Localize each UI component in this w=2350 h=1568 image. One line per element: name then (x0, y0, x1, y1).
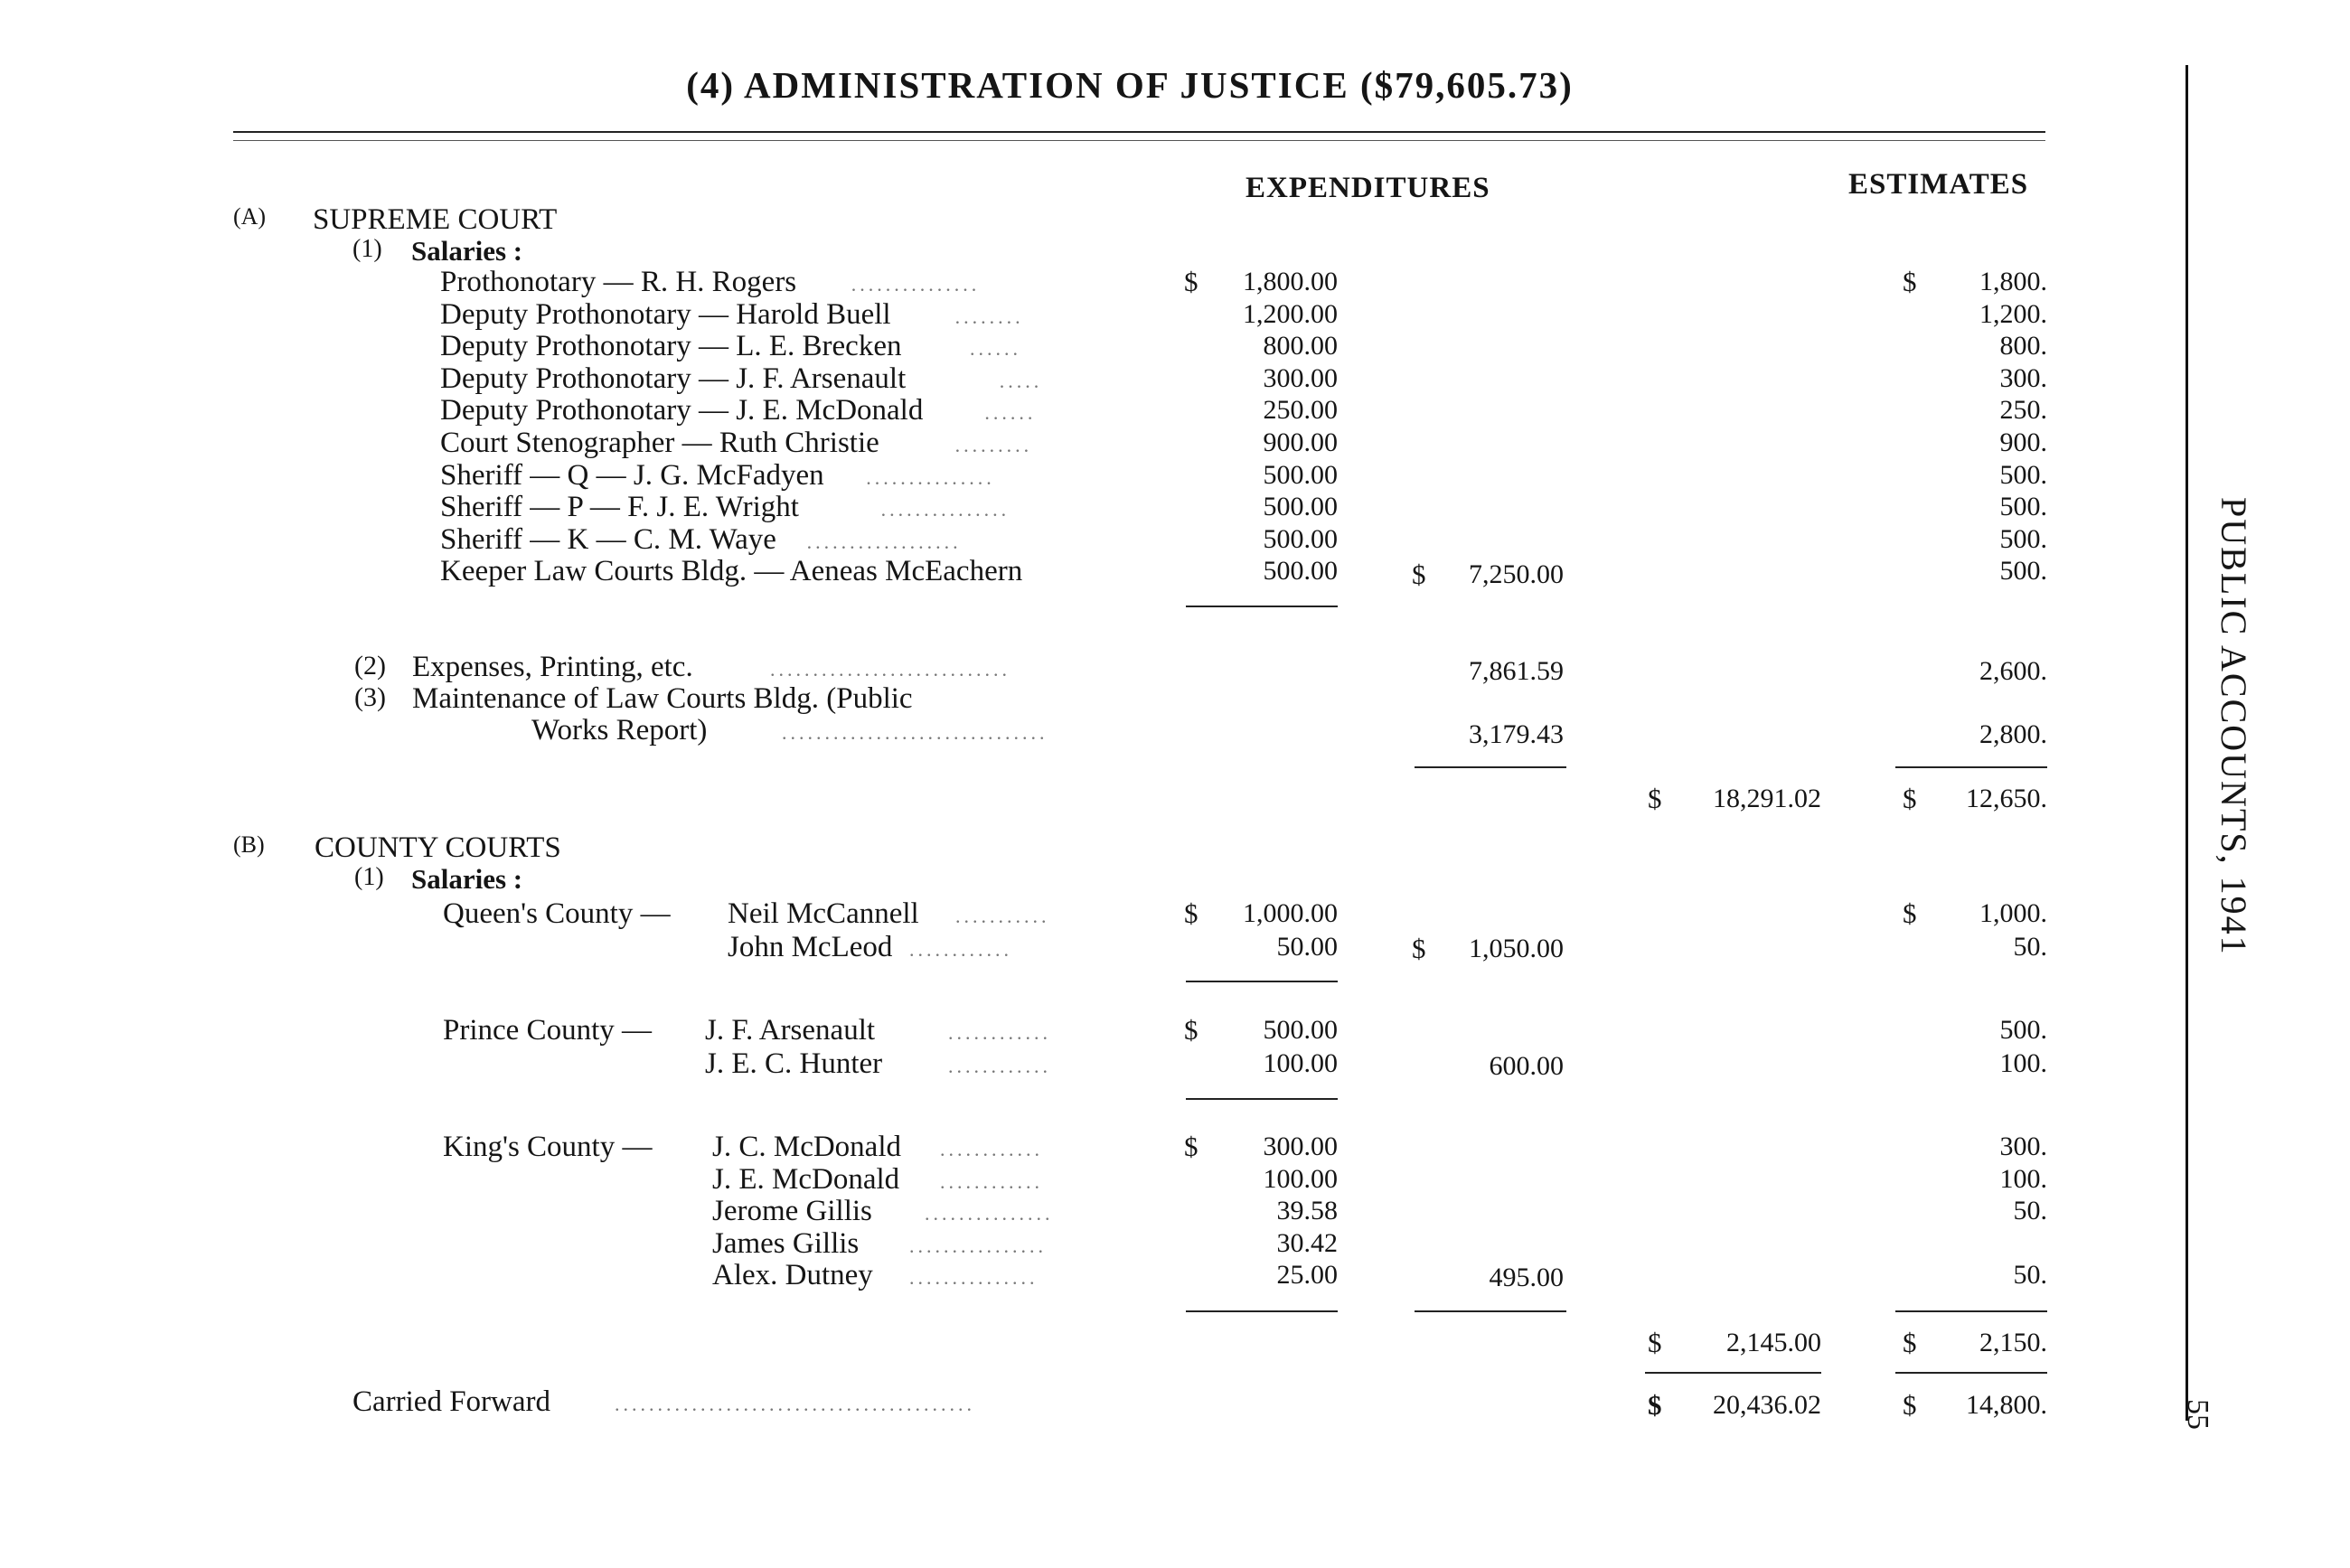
underline (1895, 1372, 2047, 1374)
queens-county-total: 1,050.00 (1469, 934, 1564, 963)
salary-row-amount: 500.00 (1263, 492, 1338, 521)
dollar-sign: $ (1184, 897, 1198, 929)
maintenance-estimate: 2,800. (1979, 719, 2047, 749)
salary-row-label: Keeper Law Courts Bldg. — Aeneas McEachern (440, 555, 1023, 587)
leader-dots: ......... (954, 434, 1033, 456)
kings-county-label: King's County — (443, 1131, 653, 1163)
county-row-name: James Gillis (712, 1227, 860, 1260)
leader-dots: .......................................... (615, 1393, 975, 1415)
county-row-name: Neil McCannell (728, 897, 919, 930)
side-running-title: PUBLIC ACCOUNTS, 1941 (2214, 497, 2254, 956)
section-b-salaries-num: (1) (354, 863, 384, 891)
underline (1415, 766, 1566, 768)
county-row-estimate: 100. (1999, 1164, 2047, 1194)
salary-row-estimate: 1,200. (1979, 299, 2047, 329)
leader-dots: ............ (940, 1138, 1043, 1160)
dollar-sign: $ (1903, 783, 1917, 814)
dollar-sign: $ (1184, 1131, 1198, 1162)
county-row-name: Alex. Dutney (712, 1259, 873, 1291)
salary-row-amount: 800.00 (1263, 331, 1338, 361)
supreme-salaries-total: 7,250.00 (1469, 559, 1564, 589)
leader-dots: ............ (909, 938, 1012, 961)
section-b-salaries-label: Salaries : (411, 863, 523, 895)
salary-row-amount: 500.00 (1263, 524, 1338, 554)
carried-forward-total: 20,436.02 (1713, 1390, 1821, 1420)
estimates-header: ESTIMATES (1848, 168, 2029, 201)
county-row-name: J. F. Arsenault (705, 1014, 876, 1047)
salary-row-estimate: 500. (1999, 460, 2047, 490)
county-row-amount: 100.00 (1263, 1048, 1338, 1078)
county-row-amount: 25.00 (1276, 1260, 1338, 1290)
underline (1895, 766, 2047, 768)
leader-dots: ............... (866, 466, 995, 489)
salary-row-amount: 1,800.00 (1243, 267, 1338, 296)
county-row-amount: 300.00 (1263, 1131, 1338, 1161)
maintenance-label-line1: Maintenance of Law Courts Bldg. (Public (412, 682, 913, 715)
underline (1186, 1310, 1338, 1312)
queens-county-label: Queen's County — (443, 897, 671, 930)
salary-row-label: Deputy Prothonotary — Harold Buell (440, 298, 891, 331)
county-row-name: John McLeod (728, 931, 893, 963)
county-row-estimate: 1,000. (1979, 898, 2047, 928)
dollar-sign: $ (1184, 266, 1198, 297)
leader-dots: ...... (970, 337, 1021, 360)
salary-row-amount: 300.00 (1263, 363, 1338, 393)
salary-row-estimate: 500. (1999, 556, 2047, 586)
maintenance-amount: 3,179.43 (1469, 719, 1564, 749)
county-row-estimate: 500. (1999, 1015, 2047, 1045)
maintenance-num: (3) (354, 682, 386, 712)
expenditures-header: EXPENDITURES (1246, 172, 1490, 204)
expenses-label: Expenses, Printing, etc. (412, 651, 693, 683)
county-row-name: J. E. C. Hunter (705, 1047, 883, 1080)
leader-dots: .................. (806, 530, 962, 553)
salary-row-estimate: 500. (1999, 492, 2047, 521)
maintenance-label-line2: Works Report) (531, 714, 708, 746)
prince-county-label: Prince County — (443, 1014, 652, 1047)
supreme-court-estimate-total: 12,650. (1966, 784, 2047, 813)
salary-row-estimate: 1,800. (1979, 267, 2047, 296)
leader-dots: ............... (851, 273, 981, 296)
county-row-name: J. E. McDonald (712, 1163, 900, 1196)
leader-dots: ...... (984, 401, 1037, 424)
kings-county-total: 495.00 (1489, 1263, 1564, 1292)
salary-row-amount: 1,200.00 (1243, 299, 1338, 329)
section-a-title: SUPREME COURT (313, 203, 558, 236)
salary-row-estimate: 300. (1999, 363, 2047, 393)
salary-row-label: Sheriff — P — F. J. E. Wright (440, 491, 799, 523)
county-row-estimate: 50. (2013, 932, 2047, 962)
dollar-sign: $ (1184, 1014, 1198, 1046)
leader-dots: ................ (909, 1235, 1047, 1257)
page-title: (4) ADMINISTRATION OF JUSTICE ($79,605.73) (686, 64, 1574, 106)
leader-dots: ............ (948, 1021, 1051, 1044)
county-row-amount: 500.00 (1263, 1015, 1338, 1045)
prince-county-total: 600.00 (1489, 1051, 1564, 1081)
county-row-amount: 30.42 (1276, 1228, 1338, 1258)
dollar-sign: $ (1648, 783, 1662, 814)
dollar-sign: $ (1412, 933, 1426, 964)
salary-row-estimate: 900. (1999, 427, 2047, 457)
salary-row-label: Sheriff — Q — J. G. McFadyen (440, 459, 824, 492)
county-row-name: J. C. McDonald (712, 1131, 901, 1163)
county-row-amount: 50.00 (1276, 932, 1338, 962)
leader-dots: ............... (880, 498, 1010, 521)
county-courts-estimate-total: 2,150. (1979, 1328, 2047, 1357)
section-b-title: COUNTY COURTS (315, 831, 561, 864)
section-a-salaries-label: Salaries : (411, 235, 523, 267)
salary-row-label: Sheriff — K — C. M. Waye (440, 523, 776, 556)
leader-dots: ..... (999, 370, 1043, 392)
leader-dots: ............... (909, 1266, 1039, 1289)
county-row-amount: 1,000.00 (1243, 898, 1338, 928)
salary-row-estimate: 250. (1999, 395, 2047, 425)
supreme-court-total: 18,291.02 (1713, 784, 1821, 813)
leader-dots: ........ (954, 305, 1024, 328)
section-a-salaries-num: (1) (352, 235, 382, 263)
salary-row-amount: 500.00 (1263, 556, 1338, 586)
dollar-sign: $ (1903, 1389, 1917, 1421)
county-row-estimate: 50. (2013, 1260, 2047, 1290)
section-a-marker: (A) (233, 203, 267, 230)
underline (1895, 1310, 2047, 1312)
expenses-amount: 7,861.59 (1469, 656, 1564, 686)
salary-row-estimate: 500. (1999, 524, 2047, 554)
leader-dots: ............ (940, 1170, 1043, 1193)
margin-rule (2186, 65, 2188, 1421)
title-rule-thin (233, 140, 2045, 141)
expenses-estimate: 2,600. (1979, 656, 2047, 686)
salary-row-amount: 500.00 (1263, 460, 1338, 490)
leader-dots: ............... (925, 1202, 1054, 1225)
dollar-sign: $ (1412, 559, 1426, 590)
county-row-amount: 100.00 (1263, 1164, 1338, 1194)
dollar-sign: $ (1648, 1327, 1662, 1358)
section-b-marker: (B) (233, 831, 265, 858)
leader-dots: ............ (948, 1055, 1051, 1077)
underline (1186, 1098, 1338, 1100)
salary-row-label: Deputy Prothonotary — J. F. Arsenault (440, 362, 907, 395)
salary-row-amount: 250.00 (1263, 395, 1338, 425)
carried-forward-estimate: 14,800. (1966, 1390, 2047, 1420)
county-row-estimate: 50. (2013, 1196, 2047, 1225)
expenses-num: (2) (354, 651, 386, 681)
salary-row-estimate: 800. (1999, 331, 2047, 361)
underline (1186, 981, 1338, 982)
salary-row-label: Court Stenographer — Ruth Christie (440, 427, 879, 459)
dollar-sign: $ (1648, 1389, 1662, 1421)
leader-dots: ............................... (782, 721, 1048, 744)
salary-row-amount: 900.00 (1263, 427, 1338, 457)
leader-dots: ........... (955, 905, 1050, 927)
salary-row-label: Prothonotary — R. H. Rogers (440, 266, 797, 298)
dollar-sign: $ (1903, 897, 1917, 929)
page-number: 55 (2181, 1399, 2214, 1430)
carried-forward-label: Carried Forward (352, 1385, 551, 1418)
salary-row-label: Deputy Prothonotary — J. E. McDonald (440, 394, 924, 427)
underline (1186, 606, 1338, 607)
salary-row-label: Deputy Prothonotary — L. E. Brecken (440, 330, 902, 362)
county-row-name: Jerome Gillis (712, 1195, 872, 1227)
county-row-estimate: 300. (1999, 1131, 2047, 1161)
county-row-estimate: 100. (1999, 1048, 2047, 1078)
county-row-amount: 39.58 (1276, 1196, 1338, 1225)
underline (1645, 1372, 1821, 1374)
title-rule (233, 131, 2045, 133)
dollar-sign: $ (1903, 266, 1917, 297)
underline (1415, 1310, 1566, 1312)
county-courts-total: 2,145.00 (1726, 1328, 1821, 1357)
dollar-sign: $ (1903, 1327, 1917, 1358)
leader-dots: ............................ (770, 658, 1010, 681)
